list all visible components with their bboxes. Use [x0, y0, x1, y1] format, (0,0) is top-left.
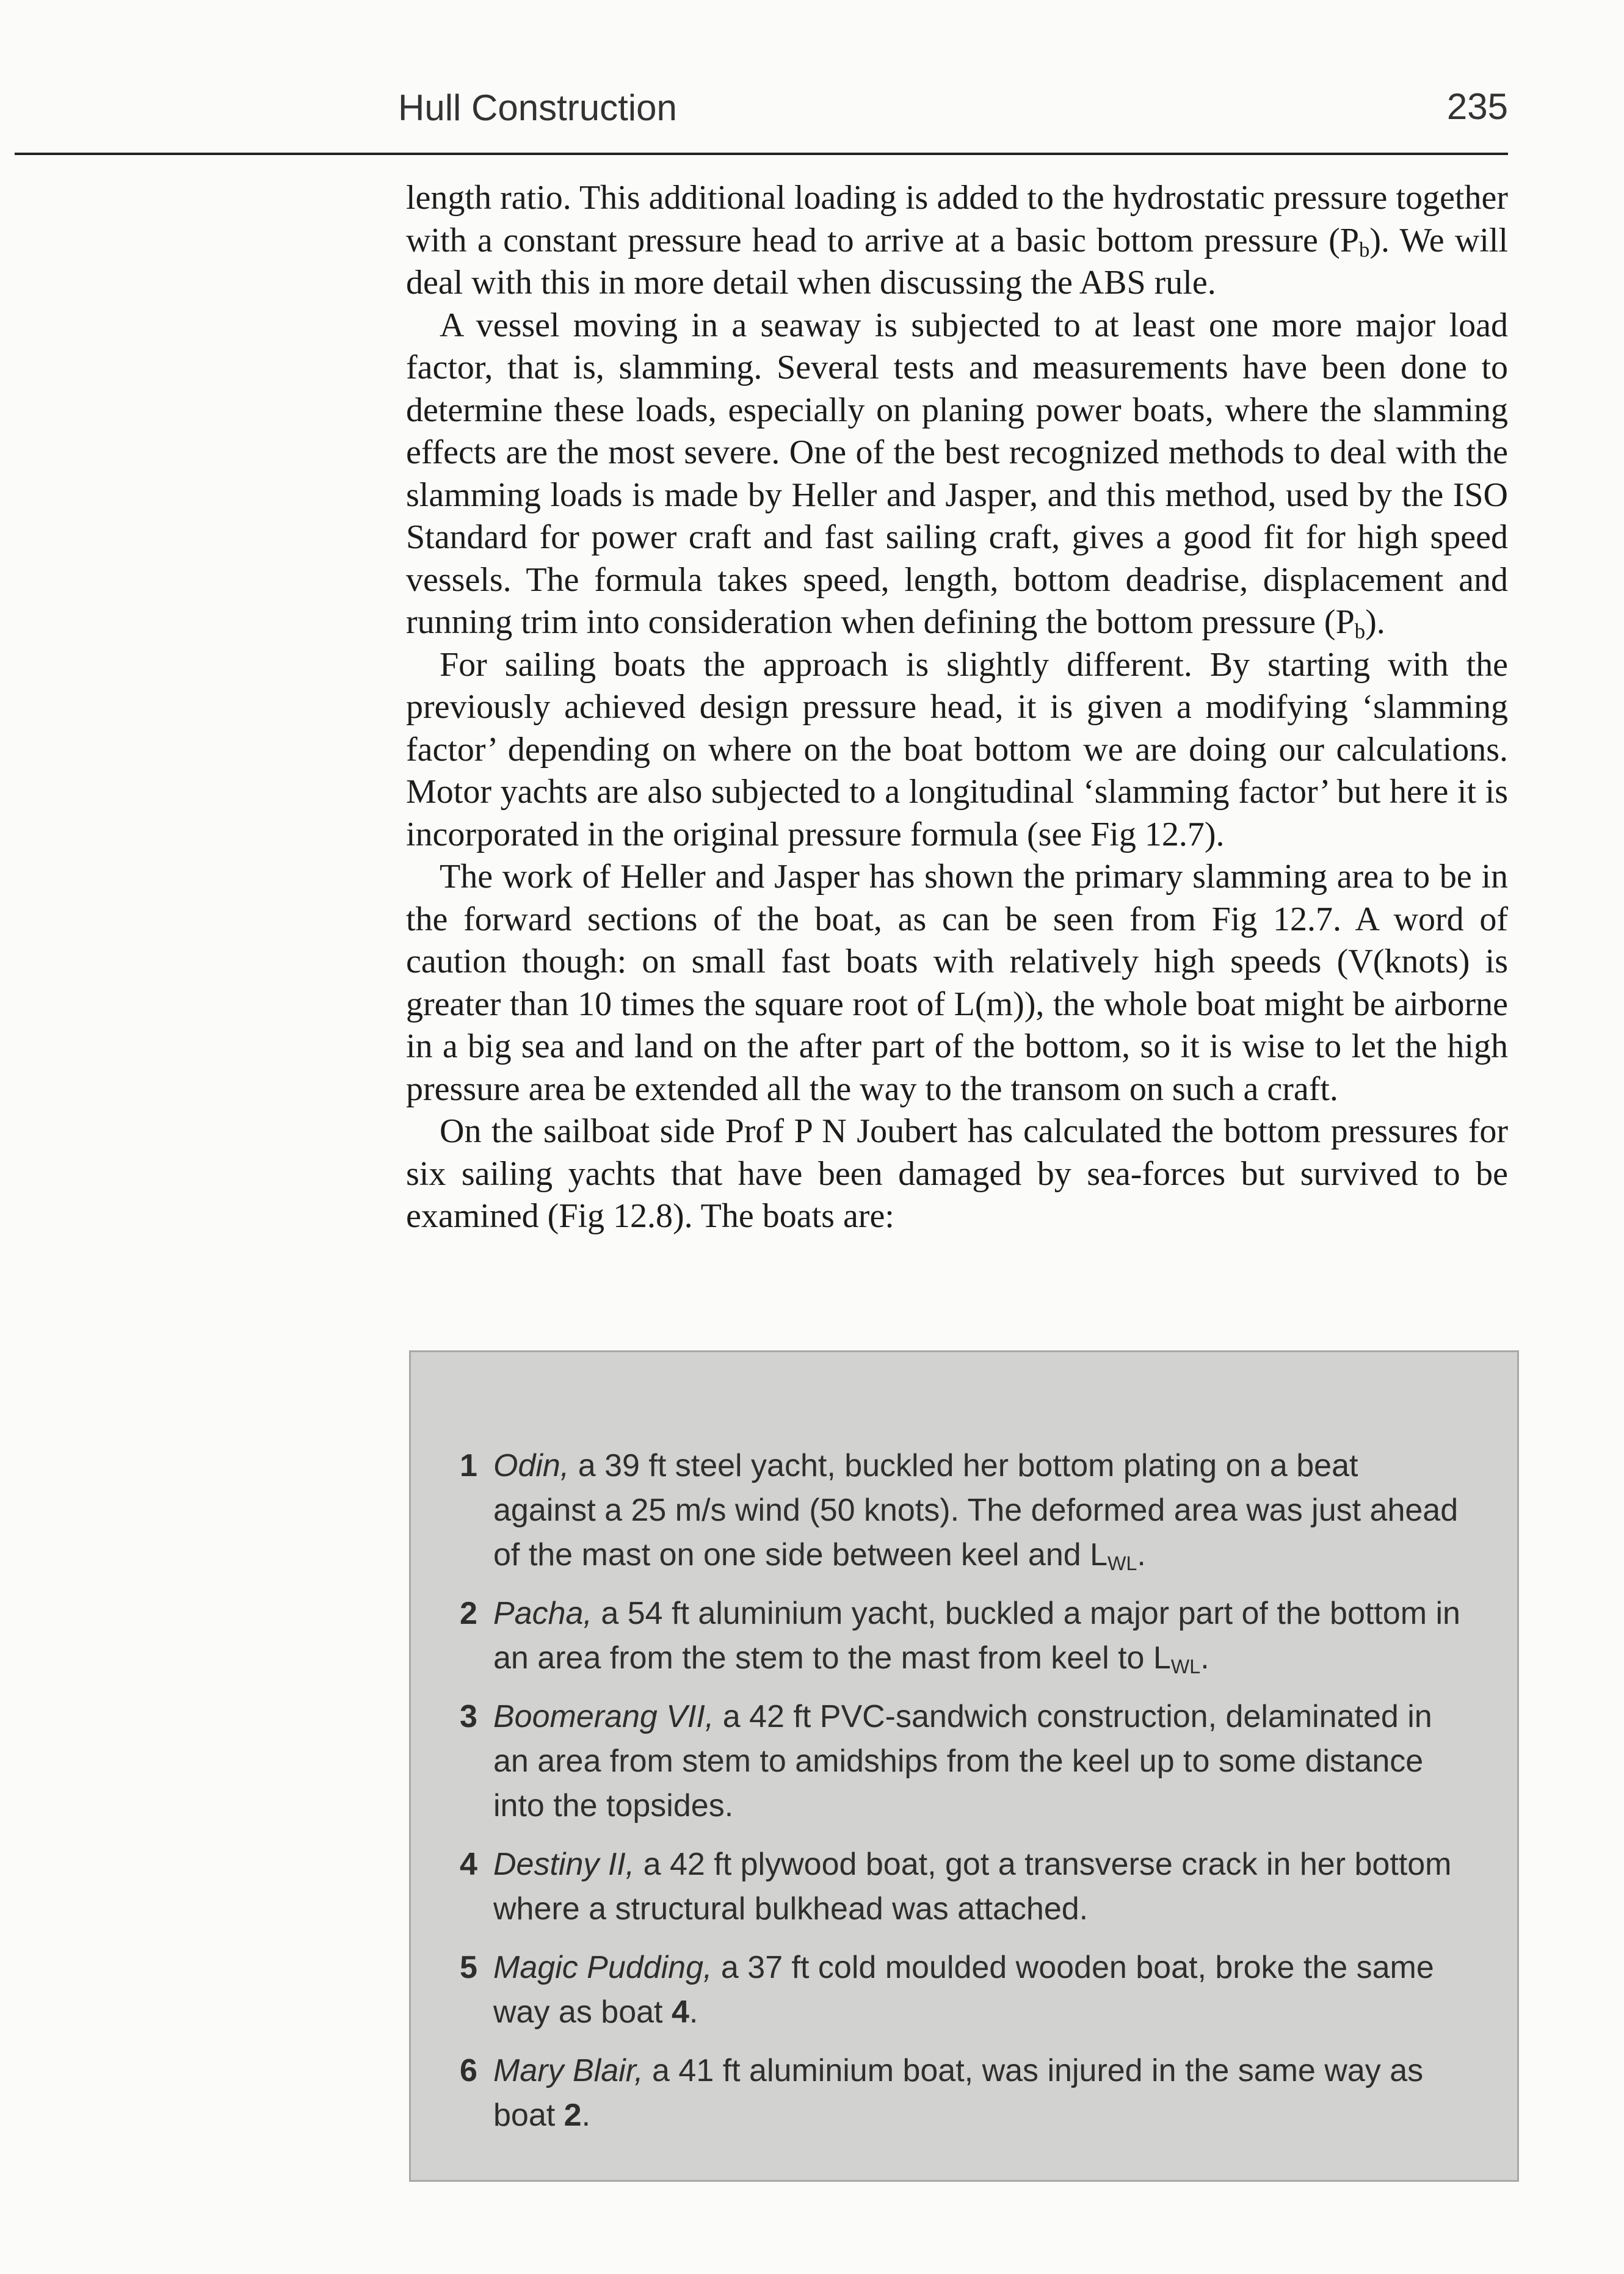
item-text: a 39 ft steel yacht, buckled her bottom plating on a beat against a 25 m/s wind (50 knots). The deformed area was just ahead of the mast on one side between keel and L — [493, 1448, 1459, 1573]
text: A vessel moving in a seaway is subjected to at least one more major load factor, that is, slamming. Several tests and measurements have been done to determine these loads, especially on planing power boats, where the slamming effects are the most severe. One of the best recognized methods to deal with the slamming loads is made by Heller and Jasper, and this method, used by the ISO Standard for power craft and fast sailing craft, gives a good fit for high speed vessels. The formula takes speed, length, bottom deadrise, displacement and running trim into consideration when defining the bottom pressure (P — [406, 306, 1508, 641]
item-number: 3 — [460, 1699, 477, 1734]
page-number: 235 — [1446, 86, 1508, 127]
boat-reference: 2 — [564, 2098, 582, 2133]
text: . — [1137, 1537, 1146, 1573]
item-text: a 41 ft aluminium boat, was injured in the same way as boat — [493, 2053, 1424, 2133]
paragraph: The work of Heller and Jasper has shown the primary slamming area to be in the forward sections of the boat, as can be seen from Fig 12.7. A word of caution though: on small fast boats with relatively high speeds (V(knots) is greater than 10 times the square root of L(m)), the whole boat might be airborne in a big sea and land on the after part of the bottom, so it is wise to let the high pressure area be extended all the way to the transom on such a craft. — [406, 858, 1508, 1108]
item-text: a 37 ft cold moulded wooden boat, broke the same way as boat — [493, 1950, 1434, 2030]
paragraph: On the sailboat side Prof P N Joubert has calculated the bottom pressures for six sailing yachts that have been damaged by sea-forces but survived to be examined (Fig 12.8). The boats are: — [406, 1112, 1508, 1235]
body-text — [406, 177, 1508, 1238]
item-number: 2 — [460, 1596, 477, 1631]
paragraph: For sailing boats the approach is slightly different. By starting with the previously achieved design pressure head, it is given a modifying ‘slamming factor’ depending on where on the boat bottom we are doing our calculations. Motor yachts are also subjected to a longitudinal ‘slamming factor’ but here it is incorporated in the original pressure formula (see Fig 12.7). — [406, 645, 1508, 853]
list-item — [460, 1695, 1462, 1828]
item-text: a 42 ft PVC-sandwich construction, delaminated in an area from stem to amidships from the keel up to some distance into the topsides. — [493, 1699, 1432, 1823]
item-number: 4 — [460, 1847, 477, 1882]
paragraph — [406, 177, 1508, 305]
list-item — [460, 1591, 1462, 1681]
list-item — [460, 1444, 1462, 1577]
subscript: b — [1358, 237, 1370, 262]
item-number: 1 — [460, 1448, 477, 1483]
text: ). We will deal with this in more detail when discussing the ABS rule. — [406, 221, 1509, 302]
boat-reference: 4 — [671, 1994, 689, 2030]
subscript: b — [1354, 619, 1366, 643]
item-text: a 42 ft plywood boat, got a transverse crack in her bottom where a structural bulkhead was attached. — [493, 1847, 1452, 1927]
item-number: 6 — [460, 2053, 477, 2088]
text: ). — [1365, 603, 1385, 641]
boat-name: Mary Blair, — [493, 2053, 643, 2088]
text: length ratio. This additional loading is added to the hydrostatic pressure together with a constant pressure head to arrive at a basic bottom pressure (P — [406, 179, 1508, 259]
item-text: a 54 ft aluminium yacht, buckled a major part of the bottom in an area from the stem to the mast from keel to L — [493, 1596, 1460, 1676]
boat-name: Magic Pudding, — [493, 1950, 712, 1985]
list-item — [460, 1946, 1462, 2035]
list-item — [460, 1842, 1462, 1932]
list-item — [460, 2049, 1462, 2138]
header-rule — [15, 153, 1508, 155]
boat-name: Odin, — [493, 1448, 570, 1483]
text: . — [581, 2098, 591, 2133]
subscript: WL — [1107, 1552, 1137, 1575]
boat-name: Boomerang VII, — [493, 1699, 714, 1734]
paragraph — [406, 305, 1508, 644]
damaged-boats-box — [409, 1350, 1519, 2182]
text: . — [1200, 1640, 1209, 1676]
running-header-title: Hull Construction — [398, 87, 677, 128]
item-number: 5 — [460, 1950, 477, 1985]
boat-name: Destiny II, — [493, 1847, 635, 1882]
text: . — [689, 1994, 698, 2030]
boat-name: Pacha, — [493, 1596, 592, 1631]
subscript: WL — [1170, 1656, 1201, 1678]
